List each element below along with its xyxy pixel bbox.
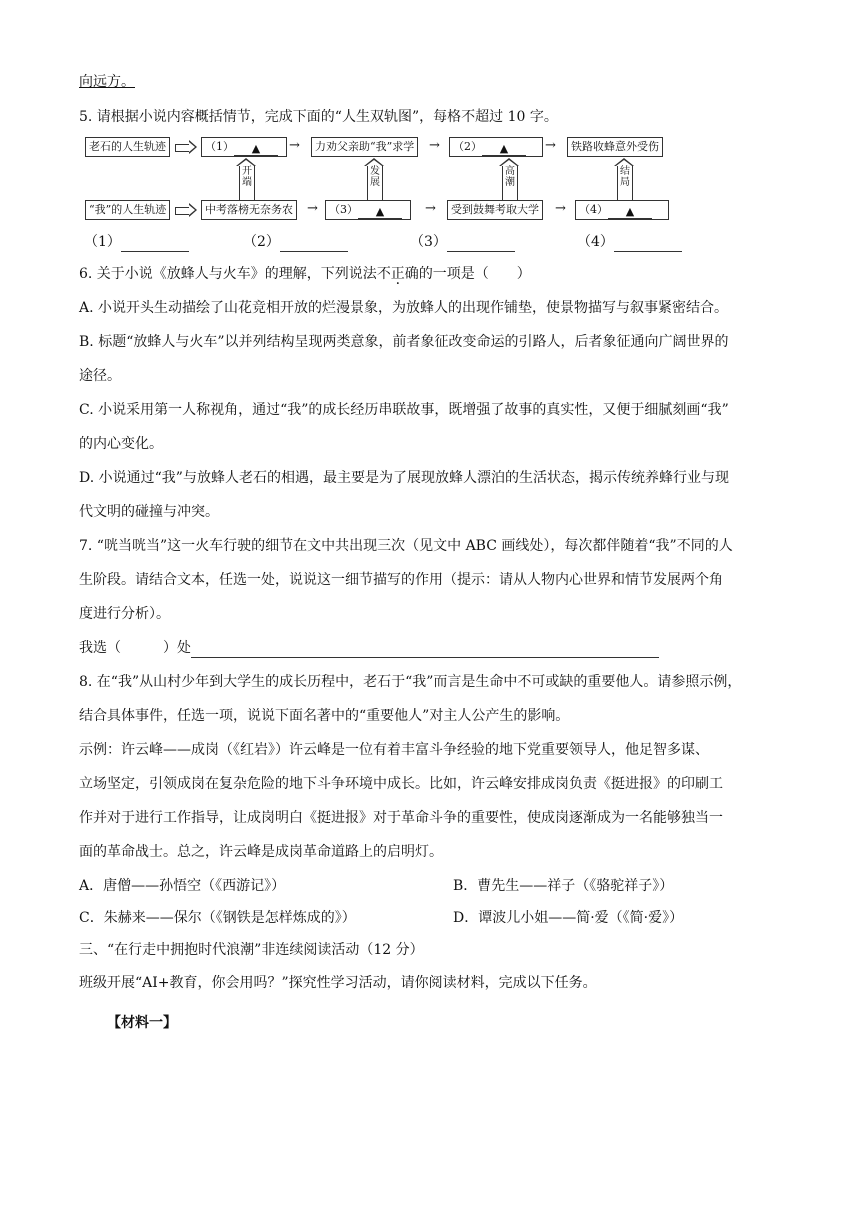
material-one-heading: 【材料一】 — [107, 1015, 177, 1031]
q7-answer-blank[interactable] — [191, 643, 659, 658]
hollow-arrow-icon — [175, 205, 197, 215]
right-arrow-icon: → — [429, 138, 440, 153]
q6-prompt-part-b: 的一项是（ ） — [418, 266, 531, 282]
diagram-box-mid-bottom: 受到鼓舞考取大学 — [447, 200, 543, 220]
q7-choose-label: 我选（ ）处 — [79, 640, 191, 656]
q6-option-c-line1: C. 小说采用第一人称视角，通过“我”的成长经历串联故事，既增强了故事的真实性，又便于细腻刻画“我” — [79, 402, 729, 418]
answer-3-label: （3） — [410, 234, 447, 250]
q7-choose-line[interactable] — [79, 638, 659, 658]
triangle-icon: ▲ — [482, 142, 526, 156]
section3-intro: 班级开展“AI+教育，你会用吗？”探究性学习活动，请你阅读材料，完成以下任务。 — [79, 975, 597, 991]
track1-label: 老石的人生轨迹 — [85, 137, 170, 157]
q6-option-d-line1: D. 小说通过“我”与放蜂人老石的相遇，最主要是为了展现放蜂人漂泊的生活状态，揭示传统养蜂行业与现 — [79, 470, 729, 486]
link1-label: 开端 — [239, 166, 255, 202]
life-double-track-diagram — [79, 134, 675, 224]
q7-line1: 7. “咣当咣当”这一火车行驶的细节在文中共出现三次（见文中 ABC 画线处），每次都伴随着“我”不同的人 — [79, 538, 733, 554]
q5-answer-2[interactable] — [243, 232, 348, 252]
q6-option-b-line2: 途径。 — [79, 368, 121, 384]
q5-answer-1[interactable] — [84, 232, 189, 252]
diagram-box-start-bottom: 中考落榜无奈务农 — [201, 200, 297, 220]
diagram-box-4 — [575, 200, 669, 220]
q6-option-a: A. 小说开头生动描绘了山花竞相开放的烂漫景象，为放蜂人的出现作铺垫，使景物描写与叙事紧密结合。 — [79, 300, 729, 316]
q8-line1: 8. 在“我”从山村少年到大学生的成长历程中，老石于“我”而言是生命中不可或缺的重要他人。请参照示例， — [79, 674, 742, 690]
answer-2-label: （2） — [243, 234, 280, 250]
answer-1-label: （1） — [84, 234, 121, 250]
triangle-icon: ▲ — [608, 205, 652, 219]
q6-prompt — [79, 264, 531, 284]
box4-prefix: （4） — [579, 203, 608, 216]
right-arrow-icon: → — [425, 201, 436, 216]
box2-prefix: （2） — [453, 140, 482, 153]
q6-option-b-line1: B. 标题“放蜂人与火车”以并列结构呈现两类意象，前者象征改变命运的引路人，后者象征通向广阔世界的 — [79, 334, 729, 350]
q8-option-a: A．唐僧——孙悟空（《西游记》） — [79, 878, 286, 894]
q8-option-c: C．朱赫来——保尔（《钢铁是怎样炼成的》） — [79, 910, 356, 926]
track2-label: “我”的人生轨迹 — [85, 200, 170, 220]
link4-label: 结局 — [617, 166, 633, 202]
q5-answer-4[interactable] — [577, 232, 682, 252]
diagram-box-end-top: 铁路收蜂意外受伤 — [567, 137, 663, 157]
right-arrow-icon: → — [289, 138, 300, 153]
diagram-box-3 — [325, 200, 411, 220]
q6-prompt-part-a: 6. 关于小说《放蜂人与火车》的理解，下列说法 — [79, 266, 377, 282]
q8-option-b: B．曹先生——祥子（《骆驼祥子》） — [453, 878, 674, 894]
q7-line3: 度进行分析）。 — [79, 606, 170, 622]
section3-title: 三、“在行走中拥抱时代浪潮”非连续阅读活动（12 分） — [79, 942, 424, 958]
q8-example-line1: 示例：许云峰——成岗（《红岩》）许云峰是一位有着丰富斗争经验的地下党重要领导人，他足智多谋、 — [79, 742, 709, 758]
q6-option-d-line2: 代文明的碰撞与冲突。 — [79, 504, 219, 520]
q7-line2: 生阶段。请结合文本，任选一处，说说这一细节描写的作用（提示：请从人物内心世界和情节发展两个角 — [79, 572, 723, 588]
right-arrow-icon: → — [555, 201, 566, 216]
hollow-arrow-icon — [175, 142, 197, 152]
top-fragment: 向远方。 — [79, 74, 135, 90]
right-arrow-icon: → — [545, 138, 556, 153]
q8-example-line4: 面的革命战士。总之，许云峰是成岗革命道路上的启明灯。 — [79, 844, 443, 860]
q5-prompt: 5. 请根据小说内容概括情节，完成下面的“人生双轨图”，每格不超过 10 字。 — [79, 109, 558, 125]
q6-option-c-line2: 的内心变化。 — [79, 436, 163, 452]
diagram-box-mid-top: 力劝父亲助“我”求学 — [311, 137, 418, 157]
diagram-box-2 — [449, 137, 543, 157]
right-arrow-icon: → — [307, 201, 318, 216]
q5-answer-3[interactable] — [410, 232, 515, 252]
q8-option-d: D．谭波儿小姐——简·爱（《简·爱》） — [453, 910, 684, 926]
answer-4-label: （4） — [577, 234, 614, 250]
link2-label: 发展 — [367, 166, 383, 202]
q8-example-line3: 作并对于进行工作指导，让成岗明白《挺进报》对于革命斗争的重要性，使成岗逐渐成为一名能够独当一 — [79, 810, 723, 826]
triangle-icon: ▲ — [234, 142, 278, 156]
triangle-icon: ▲ — [358, 205, 402, 219]
box3-prefix: （3） — [329, 203, 358, 216]
q8-line2: 结合具体事件，任选一项，说说下面名著中的“重要他人”对主人公产生的影响。 — [79, 708, 570, 724]
q6-emphasis: 不正确 — [376, 266, 419, 282]
diagram-box-1 — [201, 137, 287, 157]
link3-label: 高潮 — [502, 166, 518, 202]
box1-prefix: （1） — [205, 140, 234, 153]
q8-example-line2: 立场坚定，引领成岗在复杂危险的地下斗争环境中成长。比如，许云峰安排成岗负责《挺进报》的印刷工 — [79, 776, 723, 792]
